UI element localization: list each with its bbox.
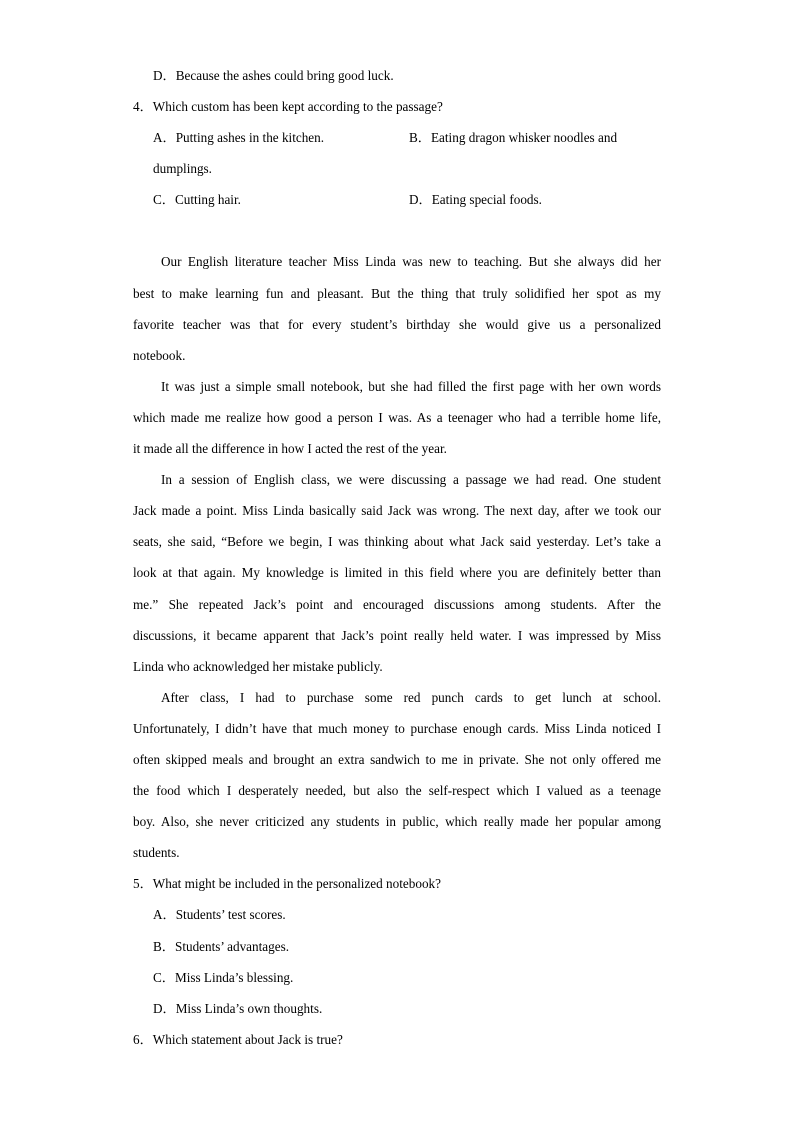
passage-paragraph-1 xyxy=(133,246,661,370)
passage-line: seats, she said, “Before we begin, I was thinking about what Jack said yesterday. Let’s take a xyxy=(133,534,661,550)
prev-question-option-d: D．Because the ashes could bring good luck. xyxy=(153,68,394,83)
question-6-stem: 6．Which statement about Jack is true? xyxy=(133,1031,343,1047)
passage-line: often skipped meals and brought an extra sandwich to me in private. She not only offered me xyxy=(133,751,661,767)
question-4-option-d: D．Eating special foods. xyxy=(409,192,542,208)
passage-line: discussions, it became apparent that Jack’s point really held water. I was impressed by Miss xyxy=(133,627,661,643)
passage-line: which made me realize how good a person I was. As a teenager who had a terrible home life, xyxy=(133,409,661,425)
passage-paragraph-4 xyxy=(133,682,661,869)
question-5-option-d: D．Miss Linda’s own thoughts. xyxy=(153,1000,323,1016)
section-gap xyxy=(133,215,661,246)
passage-line: Our English literature teacher Miss Linda was new to teaching. But she always did her xyxy=(161,254,661,270)
question-4-options-row-2 xyxy=(133,184,661,215)
passage-line: Linda who acknowledged her mistake publicly. xyxy=(133,658,383,674)
passage-line: look at that again. My knowledge is limited in this field where you are definitely better than xyxy=(133,565,661,581)
question-5-option-b: B．Students’ advantages. xyxy=(153,938,290,954)
question-5-option-c: C．Miss Linda’s blessing. xyxy=(153,969,294,985)
passage-line: Jack made a point. Miss Linda basically said Jack was wrong. The next day, after we took our xyxy=(133,503,661,519)
passage-line: It was just a simple small notebook, but she had filled the first page with her own words xyxy=(161,378,661,394)
passage-line: In a session of English class, we were discussing a passage we had read. One student xyxy=(161,472,661,488)
passage-paragraph-3 xyxy=(133,464,661,682)
passage-line: favorite teacher was that for every student’s birthday she would give us a personalized xyxy=(133,316,661,332)
passage-line: boy. Also, she never criticized any students in public, which really made her popular among xyxy=(133,814,661,830)
question-5-option-a: A．Students’ test scores. xyxy=(153,907,286,923)
passage-line: students. xyxy=(133,845,180,861)
exam-page xyxy=(133,60,661,1055)
passage-line: me.” She repeated Jack’s point and encouraged discussions among students. After the xyxy=(133,596,661,612)
question-4-option-c: C．Cutting hair. xyxy=(153,192,241,208)
question-4-option-b: B．Eating dragon whisker noodles and xyxy=(409,130,618,146)
question-4-stem: 4．Which custom has been kept according to the passage? xyxy=(133,99,443,115)
question-4-option-a: A．Putting ashes in the kitchen. xyxy=(153,130,325,146)
passage-line: Unfortunately, I didn’t have that much money to purchase enough cards. Miss Linda noticed I xyxy=(133,720,661,736)
passage-line: the food which I desperately needed, but also the self-respect which I valued as a teenage xyxy=(133,783,661,799)
question-4-options-row-1 xyxy=(133,122,661,153)
passage-line: best to make learning fun and pleasant. But the thing that truly solidified her spot as my xyxy=(133,285,661,301)
passage-line: After class, I had to purchase some red punch cards to get lunch at school. xyxy=(161,689,661,705)
question-5-stem: 5．What might be included in the personalized notebook? xyxy=(133,876,441,892)
passage-line: it made all the difference in how I acted the rest of the year. xyxy=(133,441,447,457)
passage-paragraph-2 xyxy=(133,371,661,464)
question-4-option-b-continued: dumplings. xyxy=(153,161,212,177)
passage-line: notebook. xyxy=(133,347,186,363)
